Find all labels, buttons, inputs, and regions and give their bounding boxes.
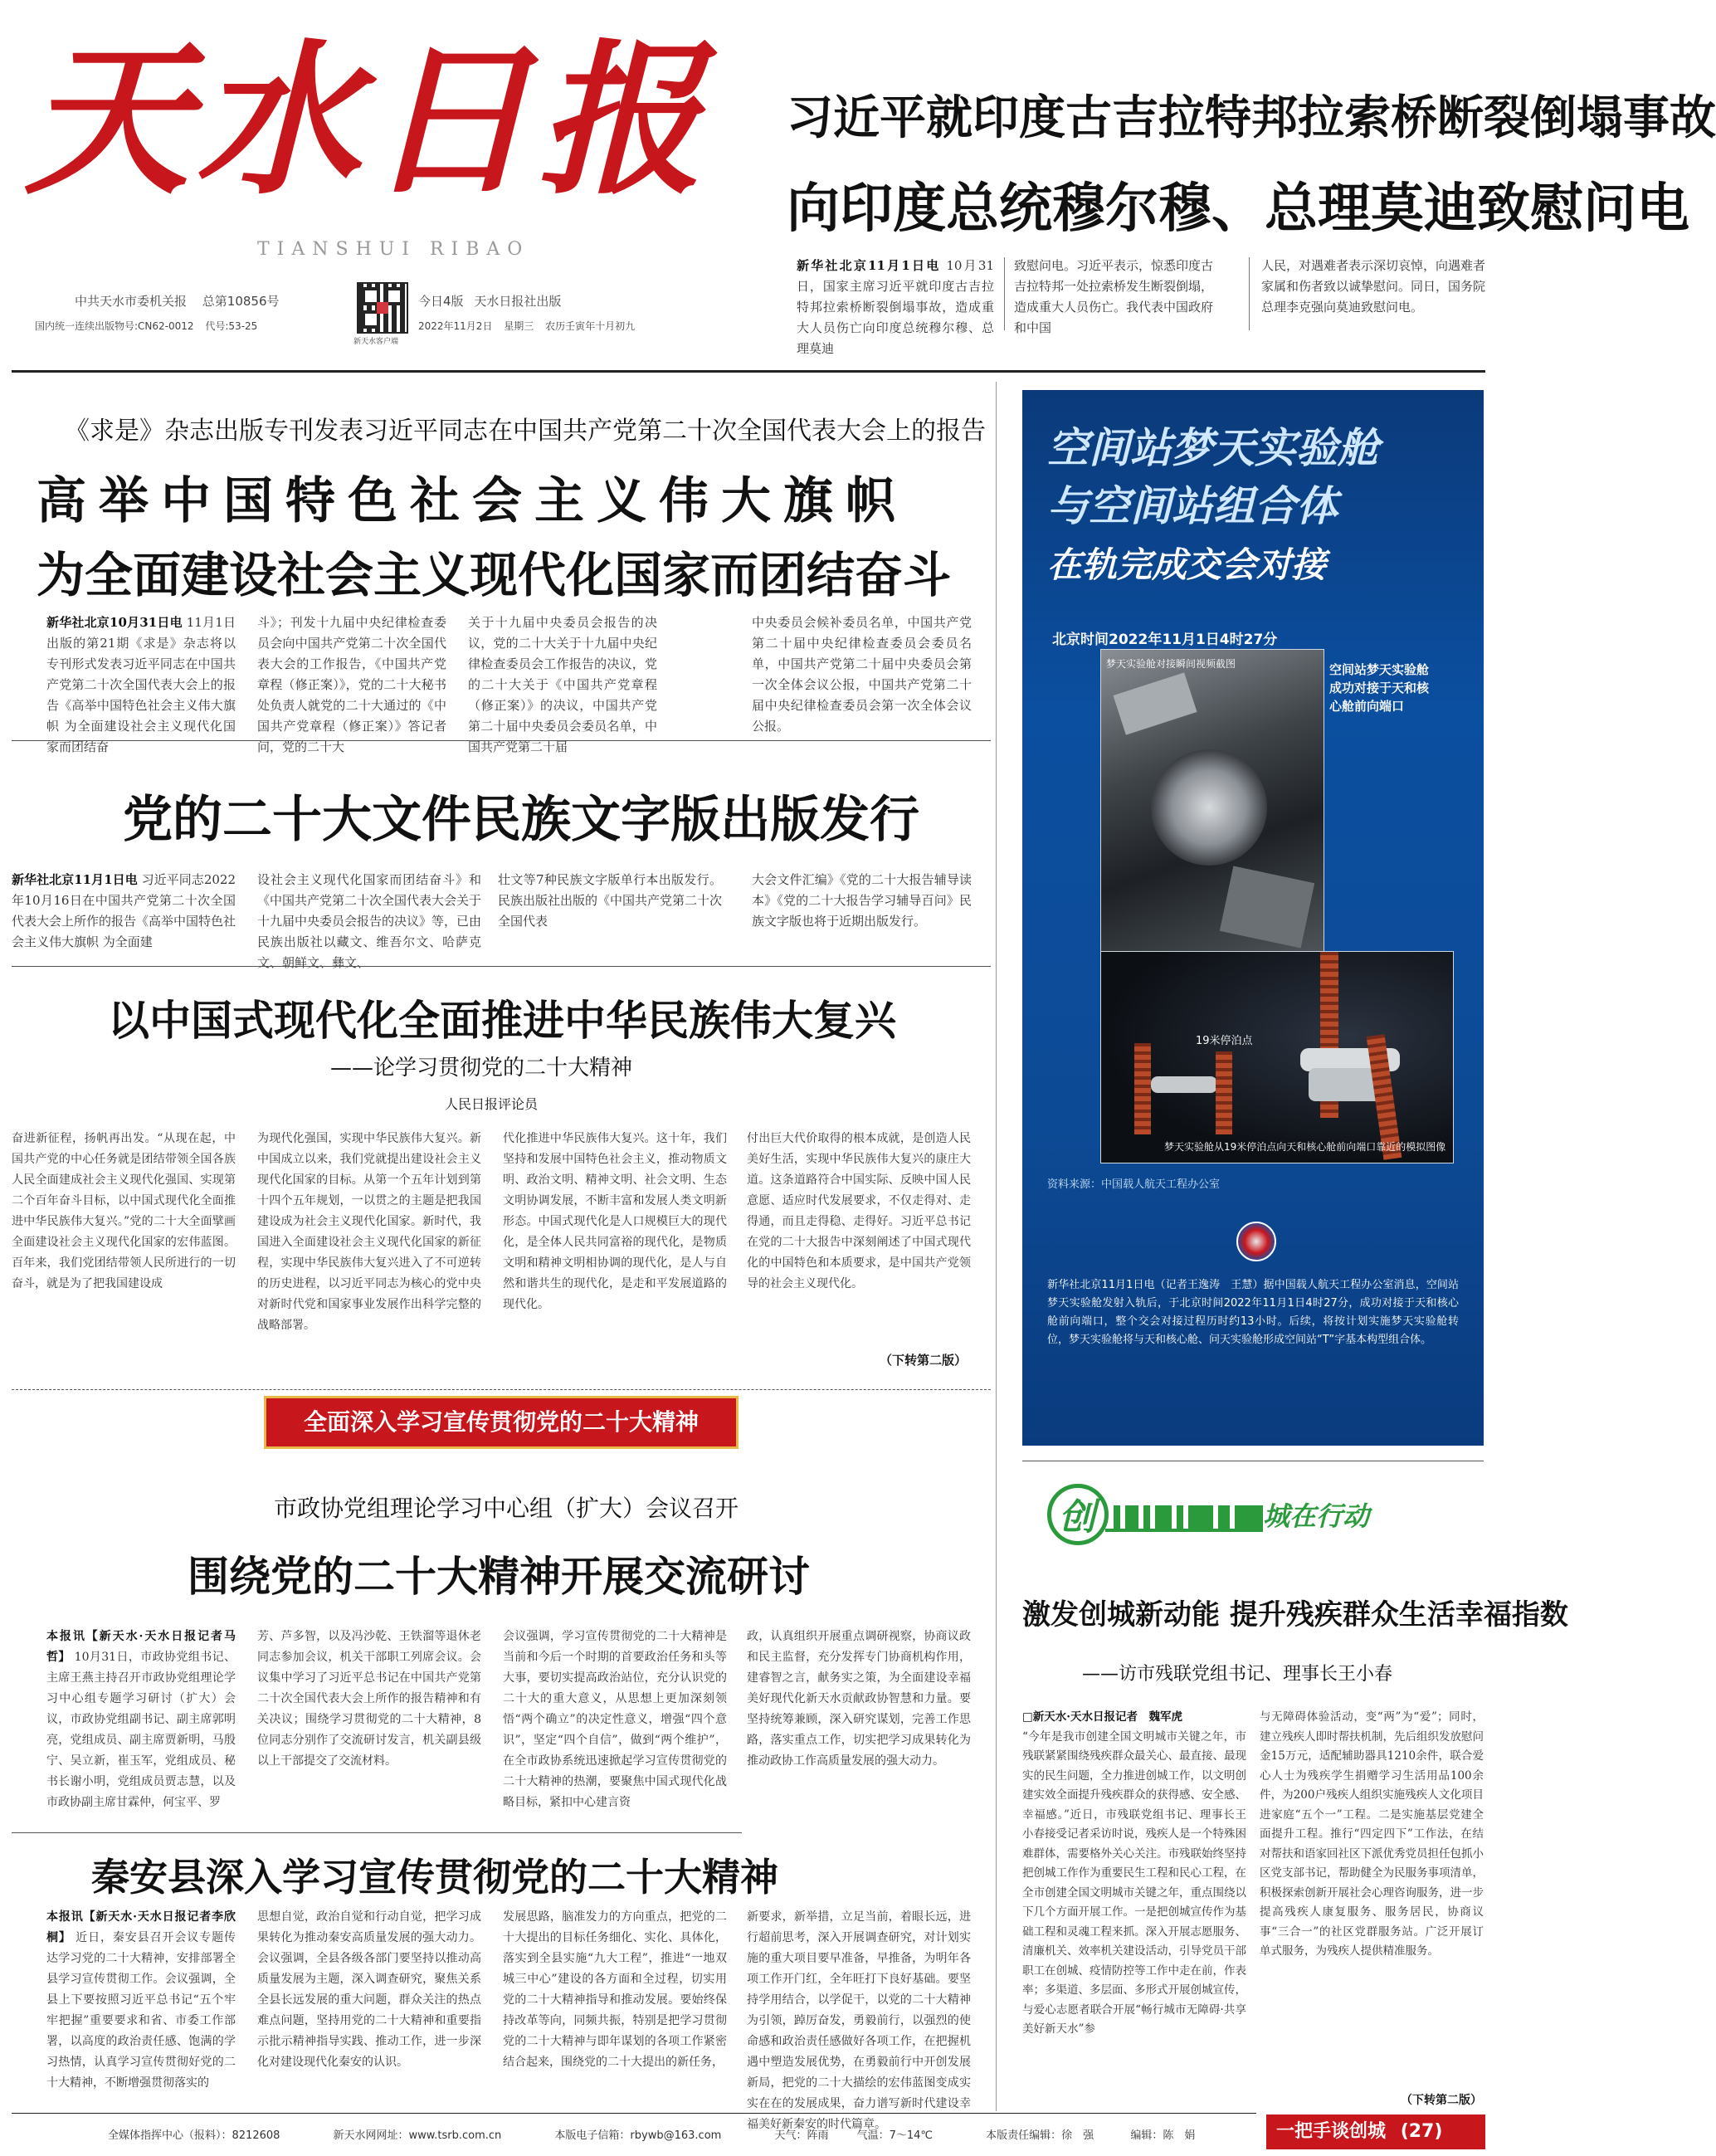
space-title-1: 空间站梦天实验舱 (1047, 424, 1379, 472)
top-story-col3: 人民，对遇难者表示深切哀悼，向遇难者家属和伤者致以诚挚慰问。同日，国务院总理李克强向莫迪致慰问电。 (1261, 258, 1486, 315)
qiushi-col4: 中央委员会候补委员名单，中国共产党第二十届中央纪律检查委员会委员名单，中国共产党第二十届中央委员会第一次全体会议公报，中国共产党第二十届中央纪律检查委员会第一次全体会议公报。 (752, 615, 972, 734)
footer-designer: 编辑：陈 娟 (1130, 2129, 1196, 2142)
paragraph: 11月1日出版的第21期《求是》杂志将以专刊形式发表习近平同志在中国共产党第二十次全国代表大会上的报告《高举中国特色社会主义伟大旗帜 为全面建设社会主义现代化国家而团结奋 (46, 615, 236, 754)
footer-hotline: 全媒体指挥中心（报料）：8212608 (108, 2129, 280, 2142)
chuangcheng-title: 激发创城新动能 提升残疾群众生活幸福指数 (1022, 1598, 1568, 1632)
masthead-info-row2b (418, 319, 635, 333)
paragraph: “今年是我市创建全国文明城市关键之年，市残联紧紧围绕残疾群众最关心、最直接、最现实的民生问题，全力推进创城工作，以文明创建实效全面提升残疾群众的获得感、安全感、幸福感。”近日，市残联党组书记、理事长王小春接受记者采访时说，残疾人是一个特殊困难群体，需要格外关心关注。市残联始终坚持把创城工作作为重要民生工程和民心工程，在全市创建全国文明城市关键之年，重点围绕以下几个方面开展工作。一是把创城宣传作为基础工程和灵魂工程来抓。深入开展志愿服务、清廉机关、效率机关建设活动，引导党员干部职工在创城、疫情防控等工作中走在前，作表率；多渠道、多层面、多形式开展创城宣传，与爱心志愿者联合开展“畅行城市无障碍·共享美好新天水”参 (1022, 1729, 1246, 2036)
ethnic-col2: 设社会主义现代化国家而团结奋斗》和《中国共产党第二十次全国代表大会关于十九届中央委员会报告的决议》等，已由民族出版社以藏文、维吾尔文、哈萨克文、朝鲜文、彝文、 (257, 872, 482, 970)
docking-photo (1100, 649, 1324, 974)
space-title-3: 在轨完成交会对接 (1047, 544, 1327, 585)
footer-email[interactable]: 本版电子信箱：rbywb@163.com (554, 2129, 722, 2142)
editorial-col1: 奋进新征程，扬帆再出发。“从现在起，中国共产党的中心任务就是团结带领全国各族人民全面建成社会主义现代化强国、实现第二个百年奋斗目标，以中国式现代化全面推进中华民族伟大复兴。”党的二十大全面擘画全面建设社会主义现代化国家的宏伟蓝图。百年来，我们党团结带领人民所进行的一切奋斗，就是为了把我国建设成 (12, 1132, 236, 1290)
issue-no: 总第10856号 (202, 294, 280, 309)
series-number: (27) (1400, 2121, 1443, 2142)
qiushi-col1 (46, 612, 236, 754)
lunar-date: 农历壬寅年十月初九 (545, 320, 636, 332)
cppcc-title: 围绕党的二十大精神开展交流研讨 (188, 1553, 810, 1601)
footer-website[interactable]: 新天水网网址：www.tsrb.com.cn (333, 2129, 502, 2142)
dateline: 新华社北京10月31日电 (46, 615, 183, 630)
chuangcheng-subtitle: ——访市残联党组书记、理事长王小春 (1082, 1664, 1393, 1685)
paragraph: 习近平同志2022年10月16日在中国共产党第二十次全国代表大会上所作的报告《高举中国特色社会主义伟大旗帜 为全面建 (12, 872, 236, 949)
top-story-col2: 致慰问电。习近平表示，惊悉印度古吉拉特邦一处拉索桥发生断裂倒塌，造成重大人员伤亡。我代表中国政府和中国 (1014, 258, 1214, 335)
qiushi-col2: 斗》；刊发十九届中央纪律检查委员会向中国共产党第二十次全国代表大会的工作报告，《中国共产党章程（修正案）》，党的二十大秘书处负责人就党的二十大通过的《中国共产党章程（修正案）》答记者问，党的二十大 (257, 615, 446, 754)
byline: □新天水·天水日报记者 魏军虎 (1022, 1710, 1182, 1724)
editorial-subtitle: ——论学习贯彻党的二十大精神 (330, 1056, 633, 1080)
cppcc-col2: 芳、芦多智，以及冯沙乾、王铁溜等退休老同志参加会议，机关干部职工列席会议。会议集中学习了习近平总书记在中国共产党第二十次全国代表大会上所作的报告精神和有关决议；围绕学习贯彻党的二十大精神，8位同志分别作了交流研讨发言，机关副县级以上干部提交了交流材料。 (257, 1630, 481, 1768)
sponsor: 中共天水市委机关报 (75, 294, 188, 309)
qr-caption: 新天水客户端 (353, 338, 399, 346)
photo1-note: 空间站梦天实验舱成功对接于天和核心舱前向端口 (1329, 662, 1430, 714)
qinan-col4: 新要求，新举措，立足当前，着眼长远，进行超前思考，深入开展调查研究，对计划实施的重大项目要早准备，早推备，为明年各项工作开门红，全年旺打下良好基础。要坚持学用结合，以学促干，以党的二十大精神为引领，踔厉奋发，勇毅前行，以强烈的使命感和政治责任感做好各项工作，在把握机遇中塑造发展优势，在勇毅前行中开创发展新局，把党的二十大描绘的宏伟蓝图变成实实在在的发展成果，奋力谱写新时代建设幸福美好新秦安的时代篇章。 (747, 1910, 971, 2131)
paragraph: 10月31日，市政协党组书记、主席王燕主持召开市政协党组理论学习中心组专题学习研讨（扩大）会议，市政协党组副书记、副主席郭明亮，党组成员、副主席贾新明，马殷宁、吴立新，崔玉军，党组成员、秘书长谢小明，党组成员贾志慧，以及市政协副主席甘霖仲，何宝平、罗 (46, 1651, 236, 1809)
qr-code[interactable] (357, 282, 408, 334)
masthead-pinyin: TIANSHUI RIBAO (257, 239, 530, 260)
dateline: 新华社北京11月1日电 (12, 872, 138, 887)
chuangcheng-col1 (1022, 1708, 1246, 2115)
space-panel (1022, 390, 1484, 1446)
space-time: 北京时间2022年11月1日4时27分 (1052, 632, 1278, 648)
chuangcheng-logo-text: 城在行动 (1263, 1500, 1370, 1532)
date: 2022年11月2日 (418, 320, 493, 332)
cn-code: 国内统一连续出版物号:CN62-0012 (35, 320, 194, 332)
ethnic-col3: 壮文等7种民族文字版单行本出版发行。民族出版社出版的《中国共产党第二十次全国代表 (498, 872, 723, 929)
pages: 今日4版 (418, 294, 464, 309)
editorial-title: 以中国式现代化全面推进中华民族伟大复兴 (108, 997, 896, 1045)
editorial-col2: 为现代化强国，实现中华民族伟大复兴。新中国成立以来，我们党就提出建设社会主义现代化国家的目标。从第一个五年计划到第十四个五年规划，一以贯之的主题是把我国建设成为社会主义现代化国家。新时代，我国进入全面建设社会主义现代化国家的新征程，实现中华民族伟大复兴进入了不可逆转的历史进程，以习近平同志为核心的党中央对新时代党和国家事业发展作出科学完整的战略部署。 (257, 1132, 481, 1332)
cppcc-col4: 政，认真组织开展重点调研视察，协商议政和民主监督，充分发挥专门协商机构作用，建睿智之言，献务实之策，为全面建设幸福美好现代化新天水贡献政协智慧和力量。要坚持统筹兼顾，深入研究谋划，完善工作思路，落实重点工作，切实把学习成果转化为推动政协工作高质量发展的强大动力。 (747, 1630, 971, 1768)
series-label: 一把手谈创城 (1276, 2121, 1387, 2142)
footer-temp: 气温：7～14℃ (856, 2129, 934, 2142)
footer (108, 2126, 1195, 2142)
approach-photo (1100, 951, 1454, 1163)
top-story-col1 (797, 256, 994, 356)
cmse-emblem-icon (1236, 1222, 1276, 1261)
chuangcheng-logo (1047, 1477, 1462, 1544)
cppcc-kicker: 市政协党组理论学习中心组（扩大）会议召开 (274, 1495, 739, 1522)
footer-weather: 天气：阵雨 (774, 2129, 829, 2142)
ethnic-col4: 大会文件汇编》《党的二十大报告辅导读本》《党的二十大报告学习辅导百问》民族文字版也将于近期出版发行。 (752, 872, 972, 929)
masthead-info-row1b (418, 292, 561, 310)
masthead-title: 天水日报 (25, 23, 709, 217)
cppcc-col1 (46, 1627, 236, 1826)
paragraph: 10月31日，国家主席习近平就印度古吉拉特邦拉索桥断裂倒塌事故，造成重大人员伤亡向印度总统穆尔穆、总理莫迪 (797, 258, 994, 356)
footer-editor: 本版责任编辑：徐 强 (986, 2129, 1094, 2142)
photo1-caption: 梦天实验舱对接瞬间视频截图 (1106, 658, 1236, 670)
paragraph: 近日，秦安县召开会议专题传达学习党的二十大精神，安排部署全县学习宣传贯彻工作。会议强调，全县上下要按照习近平总书记“五个牢牢把握”重要要求和省、市委工作部署，以高度的政治责任感、饱满的学习热情，认真学习宣传贯彻好党的二十大精神，不断增强贯彻落实的 (46, 1931, 236, 2090)
masthead-info-row1 (75, 292, 280, 310)
dateline: 新华社北京11月1日电 (797, 258, 941, 273)
masthead-info-row2 (35, 319, 257, 333)
qinan-col3: 发展思路，脑准发力的方向重点，把党的二十大提出的目标任务细化、实化、具体化，落实到全县实施“九大工程”，推进“一地双城三中心”建设的各方面和全过程，切实用党的二十大精神指导和推动发展。要始终保持改革等向，同频共振，特别是把学习贯彻党的二十大精神与即年谋划的各项工作紧密结合起来，围绕党的二十大提出的新任务， (503, 1910, 727, 2069)
qiushi-kicker: 《求是》杂志出版专刊发表习近平同志在中国共产党第二十次全国代表大会上的报告 (65, 417, 986, 446)
weekday: 星期三 (504, 320, 534, 332)
cppcc-col3: 会议强调，学习宣传贯彻党的二十大精神是当前和今后一个时期的首要政治任务和头等大事，要切实提高政治站位，充分认识党的二十大的重大意义，从思想上更加深刻领悟“两个确立”的决定性意义，增强“四个意识”，坚定“四个自信”，做到“两个维护”，在全市政协系统迅速掀起学习宣传贯彻党的二十大精神的热潮，要聚焦中国式现代化战略目标，紧扣中心建言资 (503, 1630, 727, 1809)
series-badge (1266, 2115, 1485, 2149)
qinan-col2: 思想自觉，政治自觉和行动自觉，把学习成果转化为推动秦安高质量发展的强大动力。会议强调，全县各级各部门要坚持以推动高质量发展为主题，深入调查研究，聚焦关系全县长远发展的重大问题，群众关注的热点难点问题，坚持用党的二十大精神和重要指示批示精神指导实践、推动工作，进一步深化对建设现代化秦安的认识。 (257, 1910, 481, 2069)
ethnic-title: 党的二十大文件民族文字版出版发行 (123, 791, 919, 849)
dateline: 本报讯【新天水·天水日报记者李欣桐】 (46, 1910, 236, 1944)
chuangcheng-col2: 与无障碍体验活动，变“两”为“爱”；同时，建立残疾人即时帮扶机制，先后组织发放慰问金15万元，适配辅助器具1210余件，联合爱心人士为残疾学生捐赠学习生活用品100余件，为200户残疾人组织实施残疾人文化项目进家庭“五个一”工程。二是实施基层党建全面提升工程。推行“四定四下”工作法，在结对帮扶和语家回社区下派优秀党员担任包抓小区党支部书记，帮助健全为民服务事项清单，积极探索创新开展社会心理咨询服务，进一步提高残疾人康复服务、服务居民，协商议事“三合一”的社区党群服务站。广泛开展订单式服务，为残疾人提供精准服务。 (1260, 1710, 1484, 1958)
chuangcheng-continued[interactable]: （下转第二版） (1401, 2094, 1482, 2107)
qinan-title: 秦安县深入学习宣传贯彻党的二十大精神 (91, 1855, 778, 1900)
publisher: 天水日报社出版 (474, 294, 562, 309)
chuangcheng-logo-glyph: 创 (1059, 1496, 1095, 1539)
qiushi-title-2: 为全面建设社会主义现代化国家而团结奋斗 (37, 547, 952, 603)
dateline: 本报讯【新天水·天水日报记者马哲】 (46, 1630, 236, 1664)
editorial-byline: 人民日报评论员 (445, 1096, 539, 1112)
editorial-continued[interactable]: （下转第二版） (880, 1353, 968, 1368)
qiushi-col3: 关于十九届中央委员会报告的决议，党的二十大关于十九届中央纪律检查委员会工作报告的决议，党的二十大关于《中国共产党章程（修正案）》的决议，中国共产党第二十届中央委员会委员名单，中国共产党第二十届 (468, 615, 657, 754)
theme-banner: 全面深入学习宣传贯彻党的二十大精神 (264, 1396, 739, 1449)
space-caption: 新华社北京11月1日电（记者王逸涛 王慧）据中国载人航天工程办公室消息，空间站梦天实验舱发射入轨后，于北京时间2022年11月1日4时27分，成功对接于天和核心舱前向端口，整个交会对接过程历时约13小时。后续，将按计划实施梦天实验舱转位，梦天实验舱将与天和核心舱、问天实验舱形成空间站“T”字基本构型组合体。 (1047, 1279, 1459, 1346)
qinan-col1 (46, 1907, 236, 2106)
editorial-col3: 代化推进中华民族伟大复兴。这十年，我们坚持和发展中国特色社会主义，推动物质文明、政治文明、精神文明、社会文明、生态文明协调发展，不断丰富和发展人类文明新形态。中国式现代化是人口规模巨大的现代化，是全体人民共同富裕的现代化，是物质文明和精神文明相协调的现代化，是人与自然和谐共生的现代化，是走和平发展道路的现代化。 (503, 1132, 727, 1311)
editorial-col4: 付出巨大代价取得的根本成就，是创造人民美好生活，实现中华民族伟大复兴的康庄大道。这条道路符合中国实际、反映中国人民意愿、适应时代发展要求，不仅走得对、走得通，而且走得稳、走得好。习近平总书记在党的二十大报告中深刻阐述了中国式现代化的中国特色和本质要求，是中国共产党领导的社会主义现代化。 (747, 1132, 971, 1290)
mail-code: 代号:53-25 (205, 320, 258, 332)
top-story-title-2: 向印度总统穆尔穆、总理莫迪致慰问电 (787, 178, 1689, 240)
top-story-title-1: 习近平就印度古吉拉特邦拉索桥断裂倒塌事故 (787, 91, 1716, 145)
space-title-2: 与空间站组合体 (1047, 482, 1338, 530)
photo2-label: 19米停泊点 (1196, 1035, 1253, 1047)
space-source: 资料来源：中国载人航天工程办公室 (1047, 1178, 1221, 1191)
qiushi-title-1: 高举中国特色社会主义伟大旗帜 (37, 472, 908, 530)
photo2-caption: 梦天实验舱从19米停泊点向天和核心舱前向端口靠近的模拟图像 (1164, 1141, 1446, 1153)
ethnic-col1 (12, 870, 236, 954)
